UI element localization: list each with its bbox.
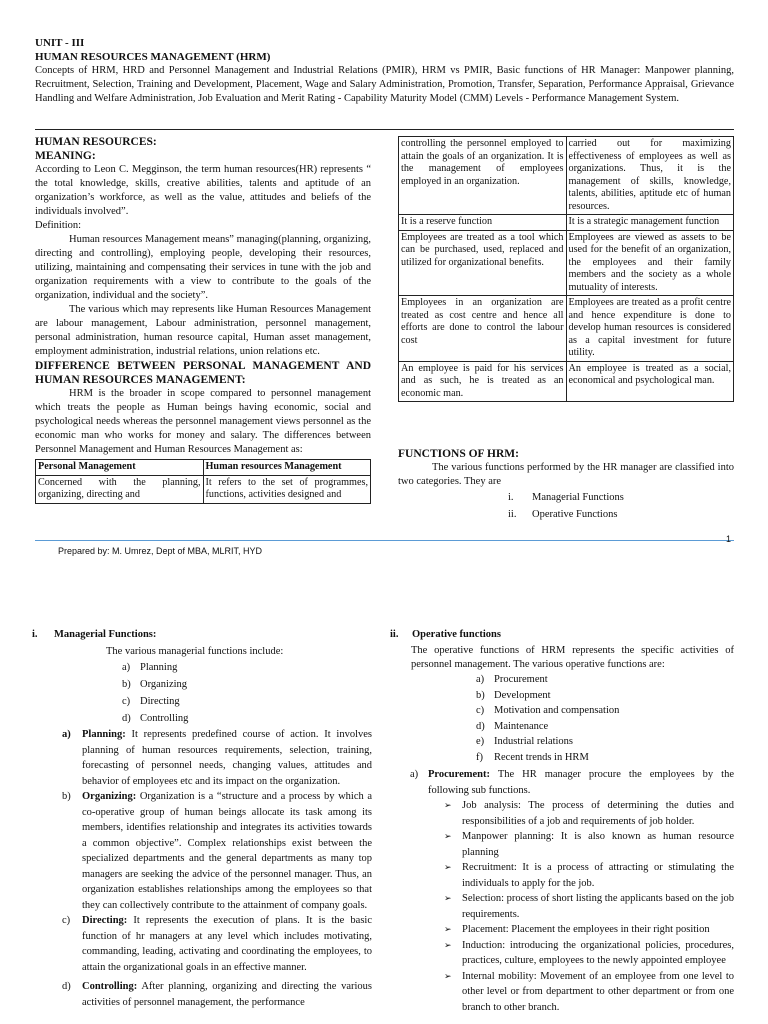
managerial-heading: Managerial Functions: [54,629,157,640]
table-row [399,215,734,231]
managerial-items [122,659,372,727]
procurement-item: a) Procurement: The HR manager procure the employees by the following sub functions. [410,769,734,796]
managerial-intro: The various managerial functions include: [106,646,284,657]
syllabus-text: Concepts of HRM, HRD and Personnel Management and Industrial Relations (PMIR), HRM vs PMIR, Basic functions of HR Manager: Manpower planning, Recruitment, Selection, Training and Development, Placement, Wage and Salary Administration, Promotion, Transfer, Separation, Performance Appraisal, Grievance Handling and Welfare Administration, Job Evaluation and Merit Rating - Capability Maturity Model (CMM) Levels - Performance Management System. [35,65,734,104]
categories-list [508,491,734,522]
operative-heading: Operative functions [412,629,501,640]
various-text: The various which may represents like Human Resources Management are labour management, Labour administration, personnel management, personal administration, human resource capital, Human asset management, employment administration, industrial relations, union relations etc. [35,304,371,357]
operative-items [476,672,734,765]
table-row [399,296,734,362]
managerial-functions-section [32,628,372,1010]
list-item: e) Industrial relations [476,736,574,747]
table-cell: Employees are viewed as assets to be used for the benefit of an organization, the employees and their family members and the society as a whole mutuality of interests. [566,230,734,296]
list-item: ➢ Selection: process of short listing the applicants based on the job requirements. [444,891,734,922]
list-item: c) Directing [122,696,180,707]
footer-divider [35,540,734,541]
managerial-details [62,727,372,1010]
detail-item: b) Organizing: Organization is a “structure and a process by which a co-operative group of human beings allocate its task among its members, identifies relationship and integrates its activities towards a common objective”. Complex relationships exist between the specialized departments and the general departments as many top managers are seeking the advice of the personnel manager. Thus, an organization establishes relationships among the employees so that they can collectively contribute to the attainment of company goals. [62,791,372,911]
table-cell: It is a reserve function [399,215,567,231]
list-item: d) Controlling [122,713,189,724]
detail-item: a) Planning: It represents predefined course of action. It involves planning of human resources requirements, selection, training, forecasting of personnel needs, changing values, attitudes and behavior of employees etc and its impact on the organization. [62,729,372,787]
list-item: d) Maintenance [476,720,549,732]
arrow-bullet-icon: ➢ [444,831,452,841]
table-cell: Employees are treated as a tool which can be purchased, used, replaced and utilized for organizational benefits. [399,230,567,296]
table-row [399,137,734,215]
detail-item: d) Controlling: After planning, organizing and directing the various activities of personnel management, the performance [62,981,372,1008]
operative-heading-row: ii. Operative functions [390,629,501,640]
arrow-bullet-icon: ➢ [444,800,452,810]
table-cell: An employee is treated as a social, economical and psychological man. [566,361,734,402]
table-header-personal: Personal Management [36,460,204,476]
table-cell: Concerned with the planning, organizing, directing and [36,475,204,503]
table-cell: controlling the personnel employed to attain the goals of an organization. It is the management of employees employed in an organization. [399,137,567,215]
page-number: 1 [726,534,732,544]
arrow-bullet-icon: ➢ [444,970,452,981]
table-cell: Employees are treated as a profit centre and hence expenditure is done to develop human resources is considered as a capital investment for future utility. [566,296,734,362]
meaning-heading: MEANING: [35,150,96,162]
table-row [36,475,371,503]
list-item: b) Development [476,689,551,701]
definition-label: Definition: [35,220,82,231]
table-cell: It is a strategic management function [566,215,734,231]
table-cell: Employees in an organization are treated as cost centre and hence all efforts are done to control the labour cost [399,296,567,362]
managerial-heading-row: i. Managerial Functions: [32,629,157,640]
functions-text: The various functions performed by the HR manager are classified into two categories. They are [398,462,734,487]
list-item: ➢ Recruitment: It is a process of attracting or stimulating the individuals to apply for the job. [444,860,734,891]
table-cell: An employee is paid for his services and as such, he is treated as an economic man. [399,361,567,402]
operative-functions-section [390,628,734,1015]
table-cell: carried out for maximizing effectiveness of employees as well as organizations. Thus, it is the management of skills, knowledge, talents, abilities, aptitude etc of human resources. [566,137,734,215]
table-row [399,230,734,296]
table-cell: It refers to the set of programmes, functions, activities designed and [203,475,371,503]
arrow-bullet-icon: ➢ [444,924,452,934]
left-column [35,135,371,504]
difference-heading: DIFFERENCE BETWEEN PERSONAL MANAGEMENT AND HUMAN RESOURCES MANAGEMENT: [35,360,371,386]
arrow-bullet-icon: ➢ [444,862,452,872]
footer-text: Prepared by: M. Umrez, Dept of MBA, MLRIT, HYD [58,546,263,556]
arrow-bullet-icon: ➢ [444,893,452,903]
list-item: ➢ Placement: Placement the employees in their right position [444,922,734,938]
definition-text: Human resources Management means” managing(planning, organizing, directing and controlling), employing people, developing their resources, utilizing, maintaining and compensating their services in tune with the job and organization requirements with a view to contribute to the goals of the organization, individual and the society”. [35,234,371,301]
functions-section [398,447,734,522]
operative-intro: The operative functions of HRM represents the specific activities of personnel management. The various operative functions are: [411,645,734,670]
list-item: c) Motivation and compensation [476,705,620,716]
list-item: ➢ Manpower planning: It is also known as human resource planning [444,829,734,860]
list-item: f) Recent trends in HRM [476,751,589,763]
list-item: ➢ Internal mobility: Movement of an employee from one level to other level or from department to other department or from one branch to other branch. [444,969,734,1016]
unit-title: HUMAN RESOURCES MANAGEMENT (HRM) [35,51,271,63]
detail-item: c) Directing: It represents the execution of plans. It is the basic function of hr managers at any level which includes motivating, commanding, leading, activating and coordinating the employees, to attain the organizational goals in an effective manner. [62,915,372,973]
list-item: ➢ Induction: introducing the organizational policies, procedures, practices, culture, employees to the newly appointed employee [444,938,734,969]
list-item: a) Procurement [476,674,548,685]
difference-text: HRM is the broader in scope compared to personnel management which treats the people as Human beings having economic, social and psychological needs whereas the personnel management views personnel as the economic man who works for money and salary. The differences between Personnel Management and Human Resources Management as: [35,388,371,455]
meaning-text: According to Leon C. Megginson, the term human resources(HR) represents “ the total knowledge, skills, creative abilities, talents and aptitude of an organization’s workforce, as well as the value, attitudes and beliefs of the individuals involved”. [35,164,371,217]
list-item: ➢ Job analysis: The process of determining the duties and responsibilities of a job and requirements of job holder. [444,798,734,829]
list-item: a) Planning [122,662,178,673]
table-row [399,361,734,402]
procurement-bullets [444,798,734,1015]
functions-heading: FUNCTIONS OF HRM: [398,448,519,460]
comparison-table-right [398,136,734,402]
list-item: ii. Operative Functions [508,509,618,520]
unit-label: UNIT - III [35,37,85,49]
arrow-bullet-icon: ➢ [444,939,452,950]
comparison-table-left [35,459,371,504]
list-item: i. Managerial Functions [508,492,624,503]
list-item: b) Organizing [122,679,188,690]
header-divider [35,129,734,130]
table-header-hrm: Human resources Management [203,460,371,476]
hr-heading: HUMAN RESOURCES: [35,136,157,148]
